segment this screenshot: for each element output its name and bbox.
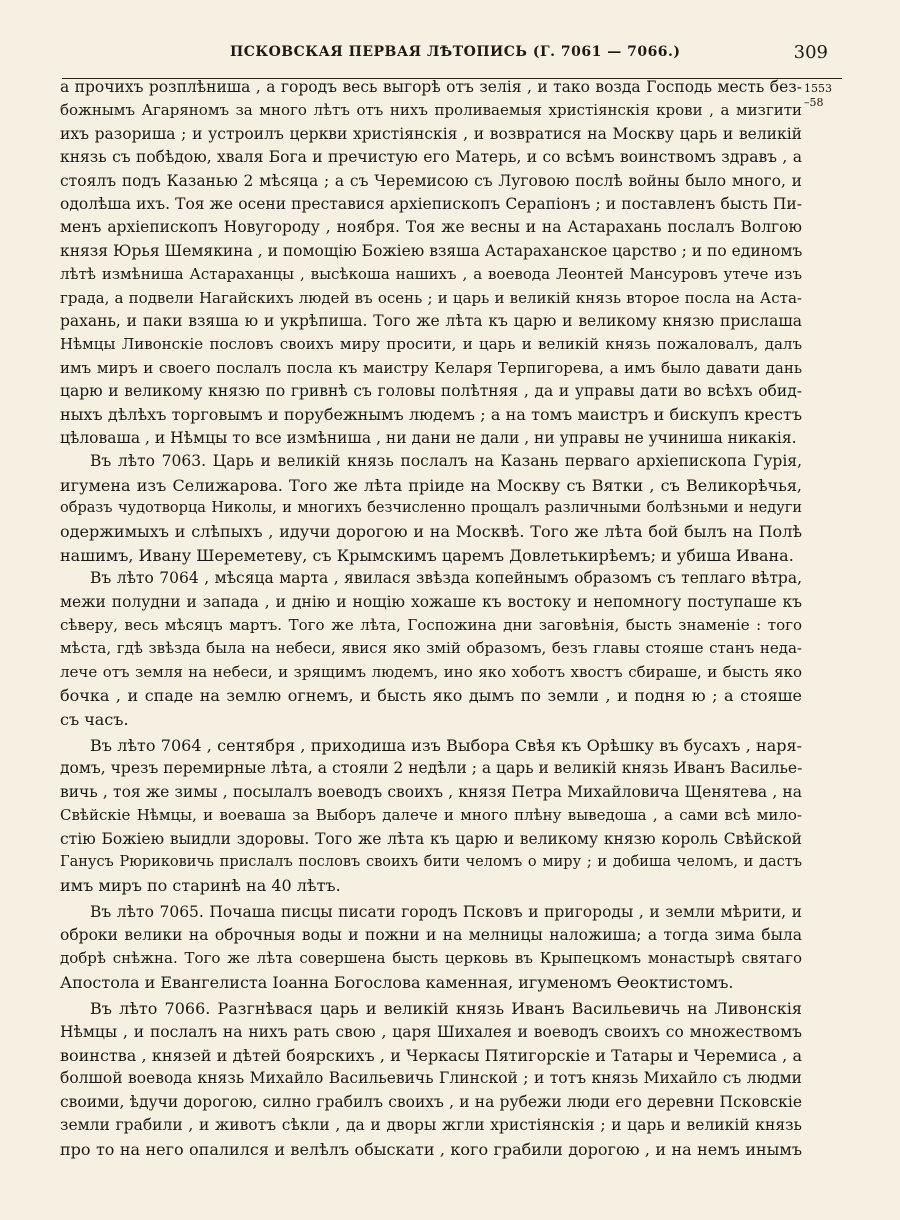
text-line: Въ лѣто 7064 , мѣсяца марта , явилася звѣзда копейнымъ образомъ съ теплаго вѣтра, [90, 569, 802, 588]
text-line: оброки велики на оброчныя воды и пожни и на мелницы наложиша; а тогда зима была [60, 926, 802, 945]
text-line: имъ миръ и своего послалъ посла къ маистру Келаря Терпигорева, а имъ было давати дань [60, 358, 802, 377]
text-line: вичь , тоя же зимы , посылалъ воеводъ своихъ , князя Петра Михайловича Щенятева , на [60, 782, 802, 801]
text-line: божнымъ Агаряномъ за много лѣтъ отъ нихъ проливаемыя христіянскія крови , а мизгити [60, 101, 802, 120]
text-line: а прочихъ розплѣниша , а городъ весь выгорѣ отъ зелія , и тако возда Господь месть без- [60, 78, 802, 96]
text-line: Въ лѣто 7065. Почаша писцы писати городъ Псковъ и пригороды , и земли мѣрити, и [90, 902, 802, 921]
text-line: Въ лѣто 7063. Царь и великій князь послалъ на Казань перваго архіепископа Гурія, [90, 452, 802, 471]
text-line: Ганусъ Рюриковичь прислалъ пословъ своихъ бити челомъ о миру ; и добиша челомъ, и дастъ [60, 853, 802, 870]
text-line: ныхъ дѣлѣхъ торговымъ и порубежнымъ людемъ ; а на томъ маистръ и бискупъ крестъ [60, 405, 802, 425]
text-line: добрѣ снѣжна. Того же лѣта совершена бысть церковь въ Крыпецкомъ монастырѣ святаго [60, 949, 802, 968]
text-line: князя Юрья Шемякина , и помощію Божіею взяша Астараханское царство ; и по единомъ [60, 241, 803, 260]
text-line: менъ архіепископъ Новугороду , ноября. Тоя же весны и на Астарахань послалъ Волгою [60, 218, 802, 237]
text-line: Въ лѣто 7064 , сентября , приходиша изъ Выбора Свѣя къ Орѣшку въ бусахъ , наря- [90, 735, 802, 755]
text-line: мѣста, гдѣ звѣзда была на небеси, явися яко змій образомъ, безъ главы стояше станъ неда- [60, 639, 802, 658]
text-line: лече отъ земля на небеси, и зрящимъ людемъ, ино яко хоботъ хвостъ сбираше, и бысть яко [60, 662, 802, 681]
text-line: межи полудни и запада , и днію и нощію хожаше къ востоку и непомногу поступаше къ [60, 592, 802, 611]
text-line: царю и великому князю по гривнѣ съ головы полѣтняя , да и управы дати во всѣхъ обид- [60, 382, 802, 401]
running-head: ПСКОВСКАЯ ПЕРВАЯ ЛѢТОПИСЬ (Г. 7061 — 7066.) [230, 44, 681, 60]
text-line: съ часъ. [60, 709, 129, 729]
text-line: ихъ разориша ; и устроилъ церкви христіянскія , и возвратися на Москву царь и великій [60, 124, 802, 143]
text-line: лѣтѣ измѣниша Астараханцы , высѣкоша нашихъ , а воевода Леонтей Мансуровъ утече изъ [60, 265, 802, 284]
text-line: воинства , князей и дѣтей боярскихъ , и Черкасы Пятигорскіе и Татары и Черемиса , а [60, 1046, 802, 1066]
text-line: стію Божіею выидли здоровы. Того же лѣта къ царю и великому князю король Свѣйской [60, 829, 802, 848]
text-line: своими, ѣдучи дорогою, силно грабилъ своихъ , и на рубежи люди его деревни Псковскіе [60, 1092, 802, 1111]
text-line: Нѣмцы , и послалъ на нихъ рать свою , царя Шихалея и воеводъ своихъ со множествомъ [60, 1022, 802, 1041]
text-line: града, а подвели Нагайскихъ людей въ осень ; и царь и великій князь второе посла на Аста- [60, 288, 802, 307]
text-line: стоялъ подъ Казанью 2 мѣсяца ; а съ Черемисою съ Луговою послѣ войны было много, и [60, 171, 802, 190]
text-line: рахань, и паки взяша ю и укрѣпиша. Того же лѣта къ царю и великому князю прислаша [60, 311, 802, 330]
text-line: имъ миръ по старинѣ на 40 лѣтъ. [60, 876, 341, 896]
text-line: одолѣша ихъ. Тоя же осени преставися архіепископъ Серапіонъ ; и поставленъ бысть Пи- [60, 194, 802, 213]
text-line: Апостола и Евангелиста Іоанна Богослова каменная, игуменомъ Ѳеоктистомъ. [60, 972, 734, 992]
text-line: князь съ побѣдою, хваля Бога и пречистую его Матерь, и со всѣмъ воинствомъ здравъ , а [60, 148, 802, 167]
margin-year-end: –58 [804, 96, 824, 109]
text-line: Свѣйскіе Нѣмцы, и воеваша за Выборъ далече и много плѣну выведоша , а сами всѣ мило- [60, 806, 802, 825]
body-text [60, 76, 802, 1161]
text-line: цѣловаша , и Нѣмцы то все измѣниша , ни дани не дали , ни управы не учиниша никакія. [60, 428, 797, 447]
text-line: сѣверу, весь мѣсяцъ мартъ. Того же лѣта, Госпожина дни заговѣнія, бысть знаменіе : того [60, 615, 802, 634]
page-header [62, 38, 842, 79]
text-line: домъ, чрезъ перемирные лѣта, а стояли 2 недѣли ; а царь и великій князь Иванъ Василье- [60, 759, 803, 778]
text-line: одержимыхъ и слѣпыхъ , идучи дорогою и на Москвѣ. Того же лѣта бой былъ на Полѣ [60, 522, 802, 542]
text-line: образъ чудотворца Николы, и многихъ безчисленно прощалъ различными болѣзньми и недуги [60, 500, 802, 517]
text-line: земли грабили , и животъ сѣкли , да и дворы жгли христіянскія ; и царь и великій князь [60, 1116, 802, 1135]
text-line: про то на него опалился и велѣлъ обыскати , кого грабили дорогою , и на немъ инымъ [60, 1139, 802, 1159]
text-line: нашимъ, Ивану Шереметеву, съ Крымскимъ царемъ Довлетькирѣемъ; и убиша Ивана. [60, 545, 794, 565]
text-line: игумена изъ Селижарова. Того же лѣта пріиде на Москву съ Вятки , съ Великорѣчья, [60, 475, 802, 495]
margin-year-start: 1553 [804, 82, 832, 95]
text-line: бочка , и спаде на землю огнемъ, и бысть яко дымъ по земли , и подня ю ; а стояше [60, 686, 802, 706]
text-line: Нѣмцы Ливонскіе пословъ своихъ миру просити, и царь и великій князь пожаловалъ, далъ [60, 335, 802, 354]
text-line: болшой воевода князь Михайло Васильевичь Глинской ; и тотъ князь Михайло съ людми [60, 1069, 802, 1088]
text-line: Въ лѣто 7066. Разгнѣвася царь и великій князь Иванъ Васильевичь на Ливонскія [90, 999, 802, 1019]
page-number: 309 [793, 42, 828, 63]
